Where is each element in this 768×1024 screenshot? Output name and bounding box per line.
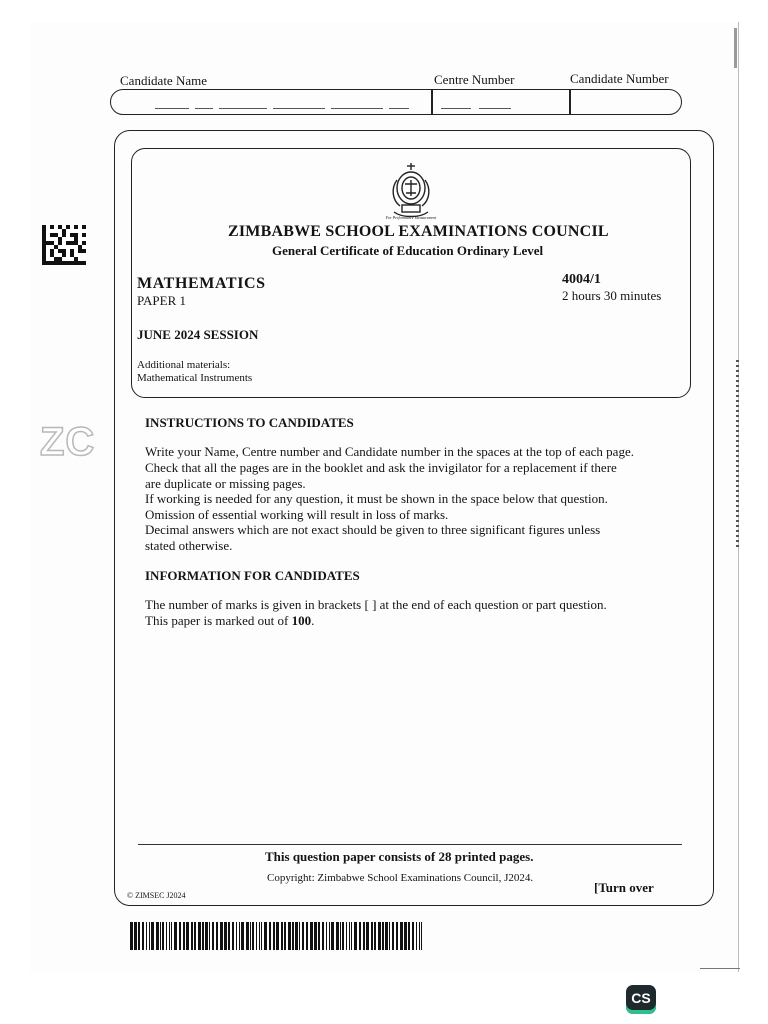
page-edge-mark [734, 28, 737, 68]
page-count-note: This question paper consists of 28 printed pages. [265, 849, 534, 864]
additional-materials-label: Additional materials: [137, 359, 231, 371]
additional-materials: Mathematical Instruments [137, 372, 253, 384]
qr-code [42, 224, 86, 266]
instruction-line: are duplicate or missing pages. [145, 476, 306, 491]
candidate-details-box [110, 89, 682, 115]
turn-over-note: [Turn over [594, 880, 654, 895]
page-edge-mark [700, 968, 740, 969]
instruction-line: stated otherwise. [145, 538, 233, 553]
instructions-heading: INSTRUCTIONS TO CANDIDATES [145, 415, 354, 430]
candidate-name-label: Candidate Name [120, 73, 207, 88]
barcode [130, 922, 422, 950]
footer-rule [138, 844, 682, 845]
exam-duration: 2 hours 30 minutes [562, 288, 662, 303]
zimsec-crest-icon [388, 160, 434, 222]
scan-edge-strip [736, 360, 739, 550]
instruction-line: Write your Name, Centre number and Candidate number in the spaces at the top of each page. [145, 444, 634, 459]
instruction-line: If working is needed for any question, it must be shown in the space below that question. [145, 491, 608, 506]
centre-number-label: Centre Number [434, 72, 515, 87]
council-name: ZIMBABWE SCHOOL EXAMINATIONS COUNCIL [228, 223, 609, 240]
zc-watermark: ZC [40, 420, 96, 464]
instruction-line: Decimal answers which are not exact should be given to three significant figures unless [145, 522, 601, 537]
qualification-level: General Certificate of Education Ordinary Level [272, 243, 544, 258]
candidate-number-label: Candidate Number [570, 71, 669, 86]
total-marks: 100 [291, 613, 312, 628]
exam-session: JUNE 2024 SESSION [137, 327, 259, 342]
instruction-line: Omission of essential working will result in loss of marks. [145, 507, 449, 522]
subject-title: MATHEMATICS [137, 275, 266, 292]
instruction-line: Check that all the pages are in the booklet and ask the invigilator for a replacement if there [145, 460, 617, 475]
information-line: This paper is marked out of 100. [145, 613, 315, 628]
copyright-note: Copyright: Zimbabwe School Examinations Council, J2024. [267, 872, 534, 884]
camscanner-badge: CS [626, 985, 656, 1014]
crest-motto: For Performance Measurement [385, 215, 437, 220]
paper-number: PAPER 1 [137, 293, 187, 308]
zimsec-code: © ZIMSEC J2024 [127, 891, 186, 900]
information-line: The number of marks is given in brackets [ ] at the end of each question or part question. [145, 597, 607, 612]
information-heading: INFORMATION FOR CANDIDATES [145, 568, 360, 583]
paper-code: 4004/1 [562, 272, 601, 287]
